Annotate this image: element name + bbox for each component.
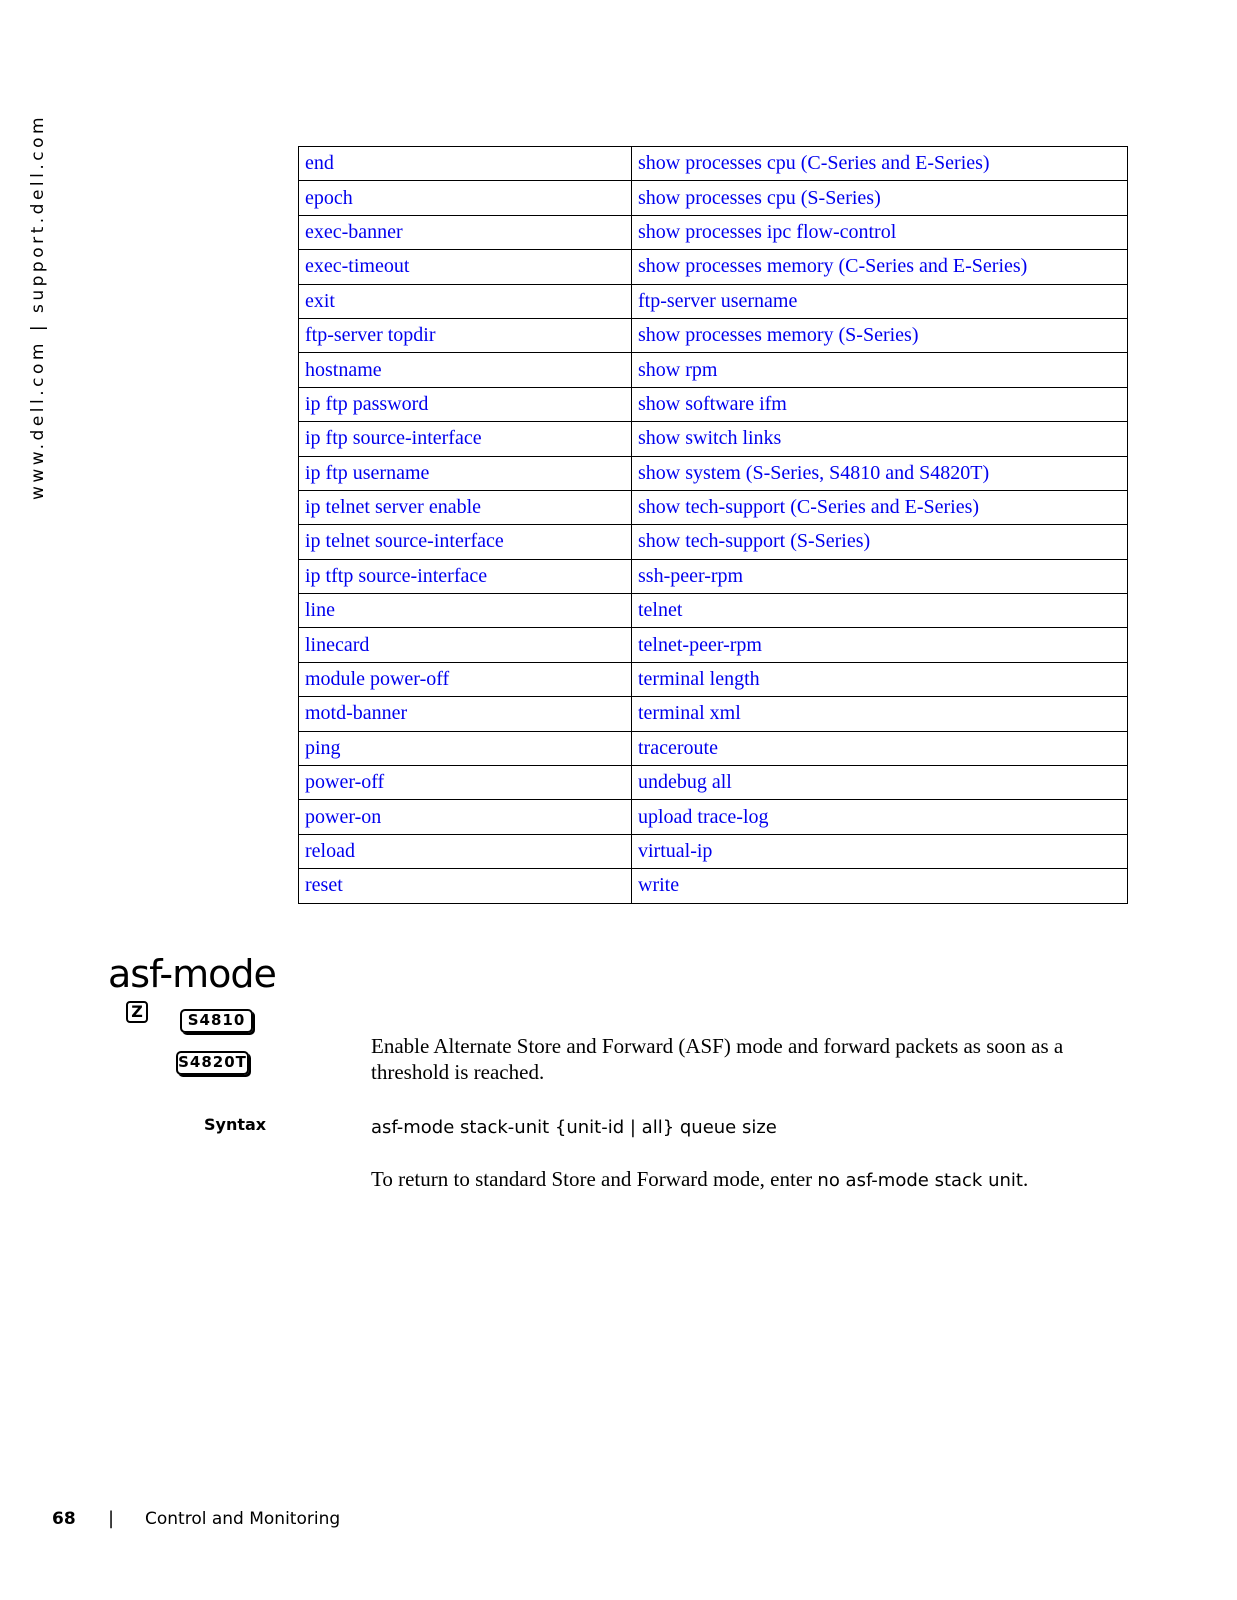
table-cell bbox=[632, 697, 1128, 731]
table-cell bbox=[299, 697, 632, 731]
table-cell bbox=[632, 422, 1128, 456]
table-row bbox=[299, 525, 1128, 559]
table-cell bbox=[632, 215, 1128, 249]
table-cell bbox=[632, 800, 1128, 834]
command-link[interactable]: reload bbox=[305, 840, 355, 862]
table-cell bbox=[299, 215, 632, 249]
command-link[interactable]: ip ftp password bbox=[305, 392, 429, 415]
command-link[interactable]: ping bbox=[305, 736, 341, 759]
command-link[interactable]: show rpm bbox=[638, 358, 718, 381]
table-cell bbox=[632, 594, 1128, 628]
command-link[interactable]: ssh-peer-rpm bbox=[638, 564, 744, 587]
s4820t-badge: S4820T bbox=[176, 1051, 249, 1075]
table-cell bbox=[299, 318, 632, 352]
command-link[interactable]: motd-banner bbox=[305, 702, 408, 725]
table-cell bbox=[632, 490, 1128, 524]
command-link[interactable]: telnet bbox=[638, 599, 683, 622]
table-cell bbox=[632, 147, 1128, 181]
command-link[interactable]: ftp-server topdir bbox=[305, 324, 436, 347]
table-row bbox=[299, 766, 1128, 800]
command-link[interactable]: epoch bbox=[305, 186, 353, 209]
command-link[interactable]: exit bbox=[305, 289, 335, 312]
table-cell bbox=[299, 628, 632, 662]
command-link[interactable]: reset bbox=[305, 874, 343, 897]
command-link[interactable]: terminal xml bbox=[638, 702, 741, 725]
table-cell bbox=[632, 284, 1128, 318]
command-link[interactable]: traceroute bbox=[638, 736, 718, 759]
command-link[interactable]: show processes cpu (C-Series and E-Series) bbox=[638, 152, 990, 175]
table-row bbox=[299, 181, 1128, 215]
command-link[interactable]: end bbox=[305, 152, 334, 175]
command-link[interactable]: show software ifm bbox=[638, 392, 787, 415]
command-link[interactable]: exec-banner bbox=[305, 220, 403, 243]
table-cell bbox=[632, 628, 1128, 662]
table-row bbox=[299, 318, 1128, 352]
table-cell bbox=[632, 250, 1128, 284]
table-cell bbox=[632, 181, 1128, 215]
command-link[interactable]: show processes cpu (S-Series) bbox=[638, 186, 881, 209]
table-row bbox=[299, 697, 1128, 731]
chapter-title: Control and Monitoring bbox=[145, 1509, 341, 1529]
syntax-command: asf-mode stack-unit {unit-id | all} queue size bbox=[371, 1117, 777, 1138]
table-row bbox=[299, 456, 1128, 490]
command-table bbox=[298, 146, 1128, 904]
table-cell bbox=[299, 559, 632, 593]
table-row bbox=[299, 731, 1128, 765]
command-link[interactable]: line bbox=[305, 599, 335, 622]
command-link[interactable]: exec-timeout bbox=[305, 255, 410, 278]
table-cell bbox=[299, 731, 632, 765]
table-cell bbox=[299, 594, 632, 628]
sidebar-url: www.dell.com | support.dell.com bbox=[28, 113, 48, 500]
z-series-badge: Z bbox=[126, 1001, 148, 1023]
table-row bbox=[299, 284, 1128, 318]
table-cell bbox=[632, 387, 1128, 421]
table-cell bbox=[299, 525, 632, 559]
table-cell bbox=[632, 353, 1128, 387]
command-link[interactable]: write bbox=[638, 874, 680, 897]
table-row bbox=[299, 250, 1128, 284]
command-link[interactable]: terminal length bbox=[638, 668, 760, 691]
command-link[interactable]: ftp-server username bbox=[638, 289, 798, 312]
table-row bbox=[299, 387, 1128, 421]
command-link[interactable]: upload trace-log bbox=[638, 805, 769, 828]
command-link[interactable]: linecard bbox=[305, 633, 370, 656]
table-cell bbox=[299, 869, 632, 903]
command-link[interactable]: ip telnet source-interface bbox=[305, 530, 504, 553]
table-cell bbox=[299, 800, 632, 834]
table-row bbox=[299, 628, 1128, 662]
table-cell bbox=[299, 147, 632, 181]
page-number: 68 bbox=[52, 1509, 76, 1529]
command-link[interactable]: ip tftp source-interface bbox=[305, 564, 488, 587]
table-row bbox=[299, 353, 1128, 387]
table-cell bbox=[632, 559, 1128, 593]
s4810-badge: S4810 bbox=[180, 1009, 253, 1033]
table-cell bbox=[299, 490, 632, 524]
command-link[interactable]: power-off bbox=[305, 771, 385, 794]
command-link[interactable]: module power-off bbox=[305, 668, 450, 691]
table-row bbox=[299, 834, 1128, 868]
command-link[interactable]: hostname bbox=[305, 358, 382, 381]
command-link[interactable]: ip ftp source-interface bbox=[305, 427, 482, 450]
table-row bbox=[299, 490, 1128, 524]
command-link[interactable]: show switch links bbox=[638, 427, 782, 450]
table-row bbox=[299, 594, 1128, 628]
command-link[interactable]: show processes memory (C-Series and E-Series) bbox=[638, 255, 1028, 278]
command-link[interactable]: show system (S-Series, S4810 and S4820T) bbox=[638, 461, 990, 484]
table-row bbox=[299, 800, 1128, 834]
command-link[interactable]: show tech-support (C-Series and E-Series) bbox=[638, 496, 980, 519]
table-row bbox=[299, 215, 1128, 249]
table-row bbox=[299, 869, 1128, 903]
table-cell bbox=[299, 250, 632, 284]
command-link[interactable]: telnet-peer-rpm bbox=[638, 633, 762, 656]
command-link[interactable]: ip ftp username bbox=[305, 461, 430, 484]
return-suffix: . bbox=[1022, 1167, 1029, 1191]
table-cell bbox=[632, 662, 1128, 696]
table-row bbox=[299, 147, 1128, 181]
command-link[interactable]: virtual-ip bbox=[638, 840, 713, 862]
command-link[interactable]: show processes ipc flow-control bbox=[638, 220, 897, 243]
command-link[interactable]: ip telnet server enable bbox=[305, 496, 482, 519]
footer-separator: | bbox=[108, 1508, 115, 1529]
table-cell bbox=[632, 456, 1128, 490]
command-link[interactable]: undebug all bbox=[638, 771, 732, 794]
table-cell bbox=[632, 525, 1128, 559]
table-cell bbox=[632, 766, 1128, 800]
table-cell bbox=[299, 422, 632, 456]
table-cell bbox=[632, 834, 1128, 868]
description-text: Enable Alternate Store and Forward (ASF) mode and forward packets as soon as a threshold is reached. bbox=[371, 1034, 1064, 1084]
command-link[interactable]: show processes memory (S-Series) bbox=[638, 324, 919, 347]
table-row bbox=[299, 662, 1128, 696]
return-prefix: To return to standard Store and Forward mode, enter bbox=[371, 1167, 818, 1191]
table-cell bbox=[632, 318, 1128, 352]
syntax-label: Syntax bbox=[204, 1115, 267, 1134]
command-link[interactable]: power-on bbox=[305, 805, 382, 828]
table-cell bbox=[299, 456, 632, 490]
return-instruction bbox=[371, 1167, 1028, 1192]
table-cell bbox=[299, 766, 632, 800]
table-cell bbox=[299, 387, 632, 421]
table-cell bbox=[299, 834, 632, 868]
table-row bbox=[299, 422, 1128, 456]
table-cell bbox=[299, 662, 632, 696]
table-row bbox=[299, 559, 1128, 593]
table-cell bbox=[299, 181, 632, 215]
table-cell bbox=[632, 869, 1128, 903]
table-cell bbox=[632, 731, 1128, 765]
return-command: no asf-mode stack unit bbox=[817, 1170, 1023, 1191]
table-cell bbox=[299, 353, 632, 387]
section-title: asf-mode bbox=[108, 952, 276, 996]
table-cell bbox=[299, 284, 632, 318]
command-link[interactable]: show tech-support (S-Series) bbox=[638, 530, 871, 553]
